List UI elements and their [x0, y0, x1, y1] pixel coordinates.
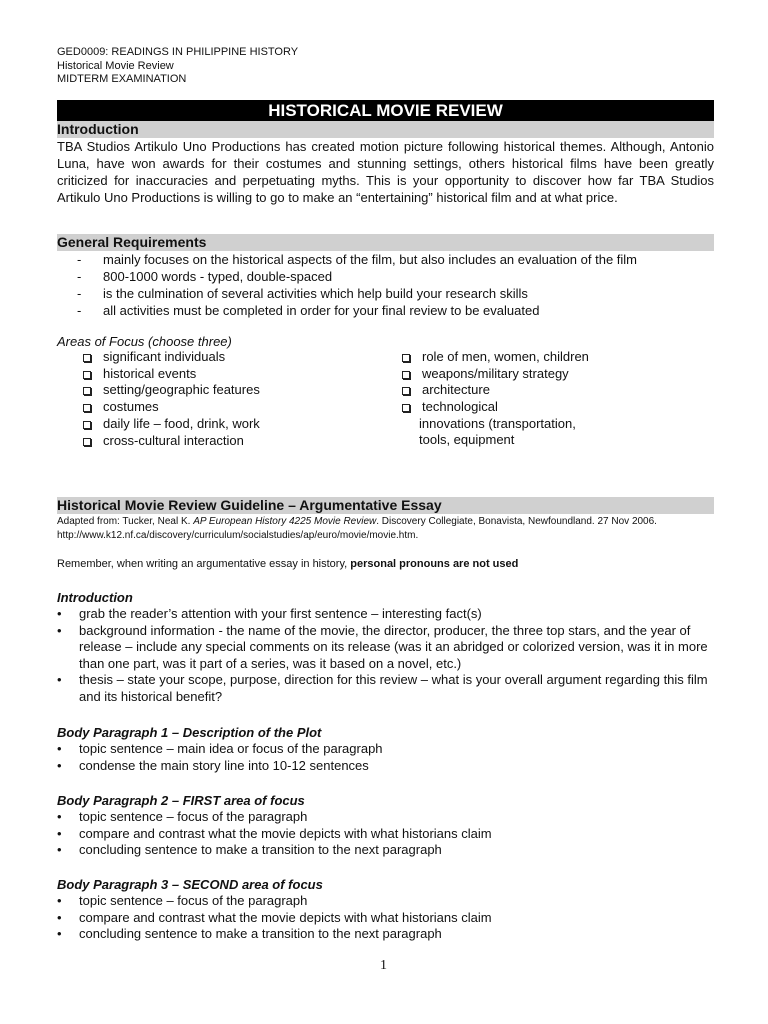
list-item: • concluding sentence to make a transition to the next paragraph: [57, 926, 442, 942]
checkbox-icon: [402, 387, 410, 395]
general-requirements-heading: General Requirements: [57, 234, 714, 251]
areas-left-list: [83, 349, 260, 449]
page-number: 1: [380, 958, 387, 973]
list-item: • concluding sentence to make a transition to the next paragraph: [57, 842, 442, 858]
introduction-heading: Introduction: [57, 121, 714, 138]
introduction-bullets: [57, 606, 714, 706]
list-item: cross-cultural interaction: [83, 433, 260, 450]
list-item: - is the culmination of several activities which help build your research skills: [77, 285, 637, 302]
list-item: • compare and contrast what the movie depicts with what historians claim: [57, 909, 492, 925]
list-item: • topic sentence – main idea or focus of the paragraph: [57, 741, 383, 756]
body-1-bullets: [57, 741, 714, 774]
list-item: • condense the main story line into 10-12 sentences: [57, 757, 369, 773]
checkbox-icon: [83, 387, 91, 395]
checkbox-icon: [402, 404, 410, 412]
section-heading-body-2: Body Paragraph 2 – FIRST area of focus: [57, 793, 305, 808]
areas-right-list: [402, 349, 589, 416]
course-header: [57, 46, 298, 87]
list-item: - 800-1000 words - typed, double-spaced: [77, 268, 637, 285]
checkbox-icon: [83, 404, 91, 412]
header-exam: MIDTERM EXAMINATION: [57, 73, 187, 85]
list-item: • thesis – state your scope, purpose, direction for this review – what is your overall argument regarding this film and its historical benefit?: [57, 672, 708, 704]
section-heading-body-3: Body Paragraph 3 – SECOND area of focus: [57, 877, 323, 892]
list-item: • topic sentence – focus of the paragraph: [57, 809, 308, 824]
remember-note: Remember, when writing an argumentative essay in history, personal pronouns are not used: [57, 558, 519, 570]
checkbox-icon: [402, 354, 410, 362]
technological-continuation-2: tools, equipment: [419, 432, 515, 447]
document-title: HISTORICAL MOVIE REVIEW: [57, 100, 714, 121]
body-3-bullets: [57, 893, 714, 943]
checkbox-icon: [83, 371, 91, 379]
citation-text: Adapted from: Tucker, Neal K. AP European History 4225 Movie Review. Discovery Collegiate, Bonavista, Newfoundland. 27 Nov 2006. http://www.k12.nf.ca/discovery/curriculum/socialstudies/ap/euro/movie/movie.htm.: [57, 516, 657, 541]
list-item: • background information - the name of the movie, the director, producer, the three top stars, and the year of release – include any special comments on its release (was it an abridged or colorized version, was it in more than one part, was it part of a series, was it based on a novel, etc.): [57, 622, 708, 671]
header-course-code: GED0009: READINGS IN PHILIPPINE HISTORY: [57, 46, 299, 58]
list-item: - mainly focuses on the historical aspects of the film, but also includes an evaluation of the film: [77, 251, 637, 268]
section-heading-body-1: Body Paragraph 1 – Description of the Plot: [57, 725, 322, 740]
list-item: weapons/military strategy: [402, 366, 589, 383]
list-item: historical events: [83, 366, 260, 383]
list-item: role of men, women, children: [402, 349, 589, 366]
checkbox-icon: [83, 421, 91, 429]
checkbox-icon: [402, 371, 410, 379]
guideline-heading: Historical Movie Review Guideline – Argumentative Essay: [57, 497, 714, 514]
list-item: • grab the reader’s attention with your first sentence – interesting fact(s): [57, 606, 482, 621]
body-2-bullets: [57, 809, 714, 859]
list-item: costumes: [83, 399, 260, 416]
list-item: technological: [402, 399, 589, 416]
list-item: significant individuals: [83, 349, 260, 366]
list-item: daily life – food, drink, work: [83, 416, 260, 433]
checkbox-icon: [83, 354, 91, 362]
list-item: setting/geographic features: [83, 382, 260, 399]
list-item: • topic sentence – focus of the paragraph: [57, 893, 308, 908]
section-heading-introduction: Introduction: [57, 590, 133, 605]
technological-continuation-1: innovations (transportation,: [419, 416, 576, 431]
introduction-text: TBA Studios Artikulo Uno Productions has created motion picture following historical themes. Although, Antonio Luna, have won awards for their costumes and stunning settings, others historical films have been greatly criticized for inaccuracies and perpetuating myths. This is your opportunity to discover how far TBA Studios Artikulo Uno Productions is willing to go to make an “entertaining” historical film and at what price.: [57, 139, 714, 205]
areas-of-focus-label: Areas of Focus (choose three): [57, 334, 232, 349]
header-assignment: Historical Movie Review: [57, 59, 174, 72]
list-item: • compare and contrast what the movie depicts with what historians claim: [57, 825, 492, 841]
list-item: - all activities must be completed in order for your final review to be evaluated: [77, 302, 637, 319]
requirements-list: [77, 251, 637, 319]
checkbox-icon: [83, 438, 91, 446]
list-item: architecture: [402, 382, 589, 399]
